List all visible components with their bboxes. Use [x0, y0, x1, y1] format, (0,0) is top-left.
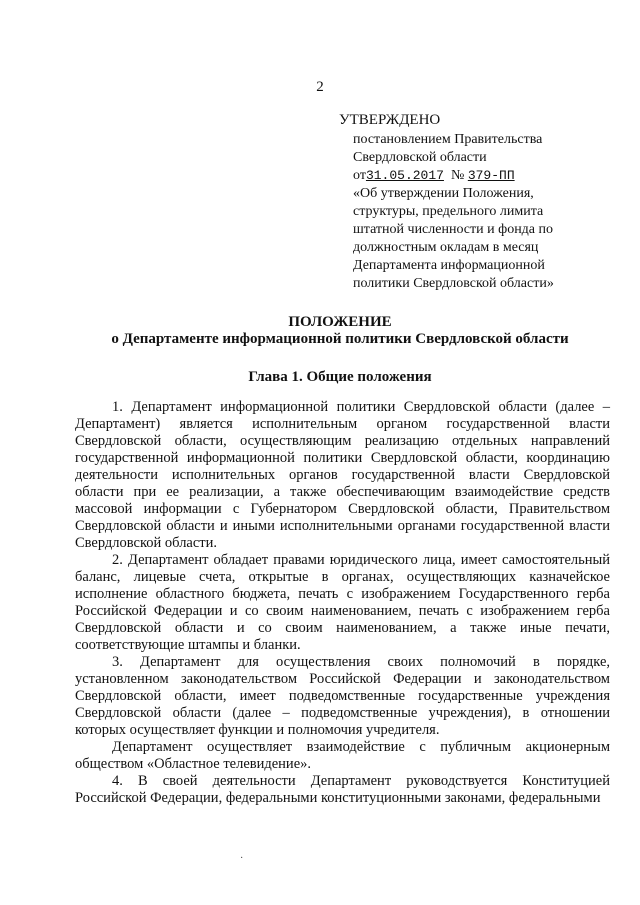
page-number: 2 — [316, 79, 324, 95]
approval-line: Свердловской области — [353, 150, 487, 165]
approval-line: структуры, предельного лимита — [353, 204, 544, 219]
approval-line: политики Свердловской области» — [353, 276, 554, 291]
number-prefix: № — [450, 168, 465, 183]
paragraph: 1. Департамент информационной политики Свердловской области (далее – Департамент) является исполнительным органом государственной власти Свердловской области, осуществляющим реализацию отдельных направлений государственной информационной политики Свердловской области, координацию деятельности исполнительных органов государственной власти Свердловской области при ее реализации, а также обеспечивающим взаимодействие средств массовой информации с Губернатором Свердловской области, Правительством Свердловской области и иными исполнительными органами государственной власти Свердловской области. — [75, 399, 610, 551]
chapter-heading: Глава 1. Общие положения — [248, 369, 432, 385]
approval-heading: УТВЕРЖДЕНО — [339, 112, 441, 128]
document-body — [75, 399, 610, 807]
scan-dot: · — [240, 853, 244, 864]
paragraph: 3. Департамент для осуществления своих полномочий в порядке, установленном законодательством Российской Федерации и законодательством Свердловской области, имеет подведомственные государственные учреждения Свердловской области (далее – подведомственные учреждения), в отношении которых осуществляет функции и полномочия учредителя. — [75, 654, 610, 738]
document-subtitle: о Департаменте информационной политики Свердловской области — [111, 331, 569, 347]
paragraph: 4. В своей деятельности Департамент руководствуется Конституцией Российской Федерации, федеральными конституционными законами, федеральными — [75, 773, 610, 806]
approval-line: постановлением Правительства — [353, 132, 543, 147]
approval-line: «Об утверждении Положения, — [353, 186, 534, 201]
document-title: ПОЛОЖЕНИЕ — [288, 314, 392, 330]
approval-line: штатной численности и фонда по — [353, 222, 554, 237]
approval-line: Департамента информационной — [353, 258, 545, 273]
approval-number: 379-ПП — [467, 168, 515, 183]
paragraph: 2. Департамент обладает правами юридического лица, имеет самостоятельный баланс, лицевые счета, открытые в органах, осуществляющих казначейское исполнение областного бюджета, печать с изображением Государственного герба Российской Федерации и со своим наименованием, печать с изображением герба Свердловской области и со своим наименованием, а также иные печати, соответствующие штампы и бланки. — [75, 552, 610, 653]
approval-line: должностным окладам в месяц — [353, 240, 539, 255]
approval-block — [339, 111, 593, 293]
paragraph: Департамент осуществляет взаимодействие с публичным акционерным обществом «Областное телевидение». — [75, 739, 610, 772]
approval-date: 31.05.2017 — [365, 168, 444, 183]
date-prefix: от — [353, 168, 366, 183]
approval-date-line — [353, 167, 593, 185]
